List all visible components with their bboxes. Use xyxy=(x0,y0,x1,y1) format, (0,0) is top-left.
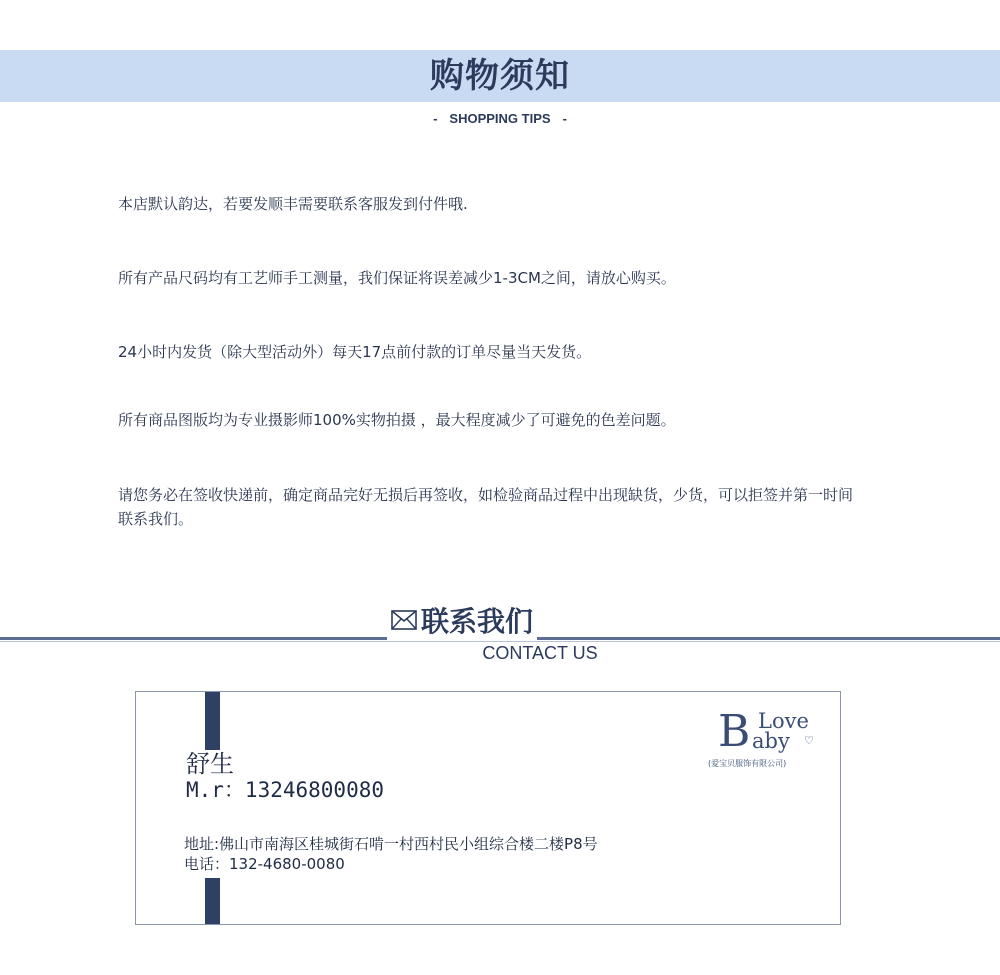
contact-phone-main: M.r：13246800080 xyxy=(186,778,385,802)
contact-address: 地址:佛山市南海区桂城街石啃一村西村民小组综合楼二楼P8号 xyxy=(184,835,598,853)
tip-5: 请您务必在签收快递前，确定商品完好无损后再签收，如检验商品过程中出现缺货，少货，可以拒签并第一时间联系我们。 xyxy=(118,486,854,528)
subtitle-text: SHOPPING TIPS xyxy=(449,111,551,126)
logo-b: B xyxy=(718,706,751,757)
business-card xyxy=(135,691,841,925)
tip-4: 所有商品图版均为专业摄影师100%实物拍摄 ，最大程度减少了可避免的色差问题。 xyxy=(118,411,676,429)
contact-heading xyxy=(387,600,537,640)
card-bar-bottom xyxy=(205,878,220,924)
contact-subtitle: CONTACT US xyxy=(482,643,598,663)
brand-logo xyxy=(708,706,828,770)
tip-1: 本店默认韵达，若要发顺丰需要联系客服发到付件哦. xyxy=(118,195,468,213)
logo-love: Love xyxy=(758,709,809,733)
envelope-icon xyxy=(391,610,417,630)
logo-company: (爱宝贝服饰有限公司) xyxy=(708,759,787,768)
card-bar-top xyxy=(205,692,220,750)
contact-divider-thin xyxy=(0,641,1000,642)
contact-details xyxy=(184,834,598,874)
contact-name: 舒生 xyxy=(186,750,234,778)
page-title: 购物须知 xyxy=(430,56,570,96)
contact-title: 联系我们 xyxy=(421,605,534,638)
logo-aby: aby xyxy=(752,729,790,753)
heart-icon: ♡ xyxy=(804,734,814,747)
page-subtitle xyxy=(0,111,1000,126)
contact-tel: 电话：132-4680-0080 xyxy=(184,855,345,873)
subtitle-dash-right: - xyxy=(562,111,567,126)
subtitle-dash-left: - xyxy=(433,111,438,126)
tip-3: 24小时内发货（除大型活动外）每天17点前付款的订单尽量当天发货。 xyxy=(118,343,592,361)
tip-2: 所有产品尺码均有工艺师手工测量，我们保证将误差减少1-3CM之间，请放心购买。 xyxy=(118,269,676,287)
